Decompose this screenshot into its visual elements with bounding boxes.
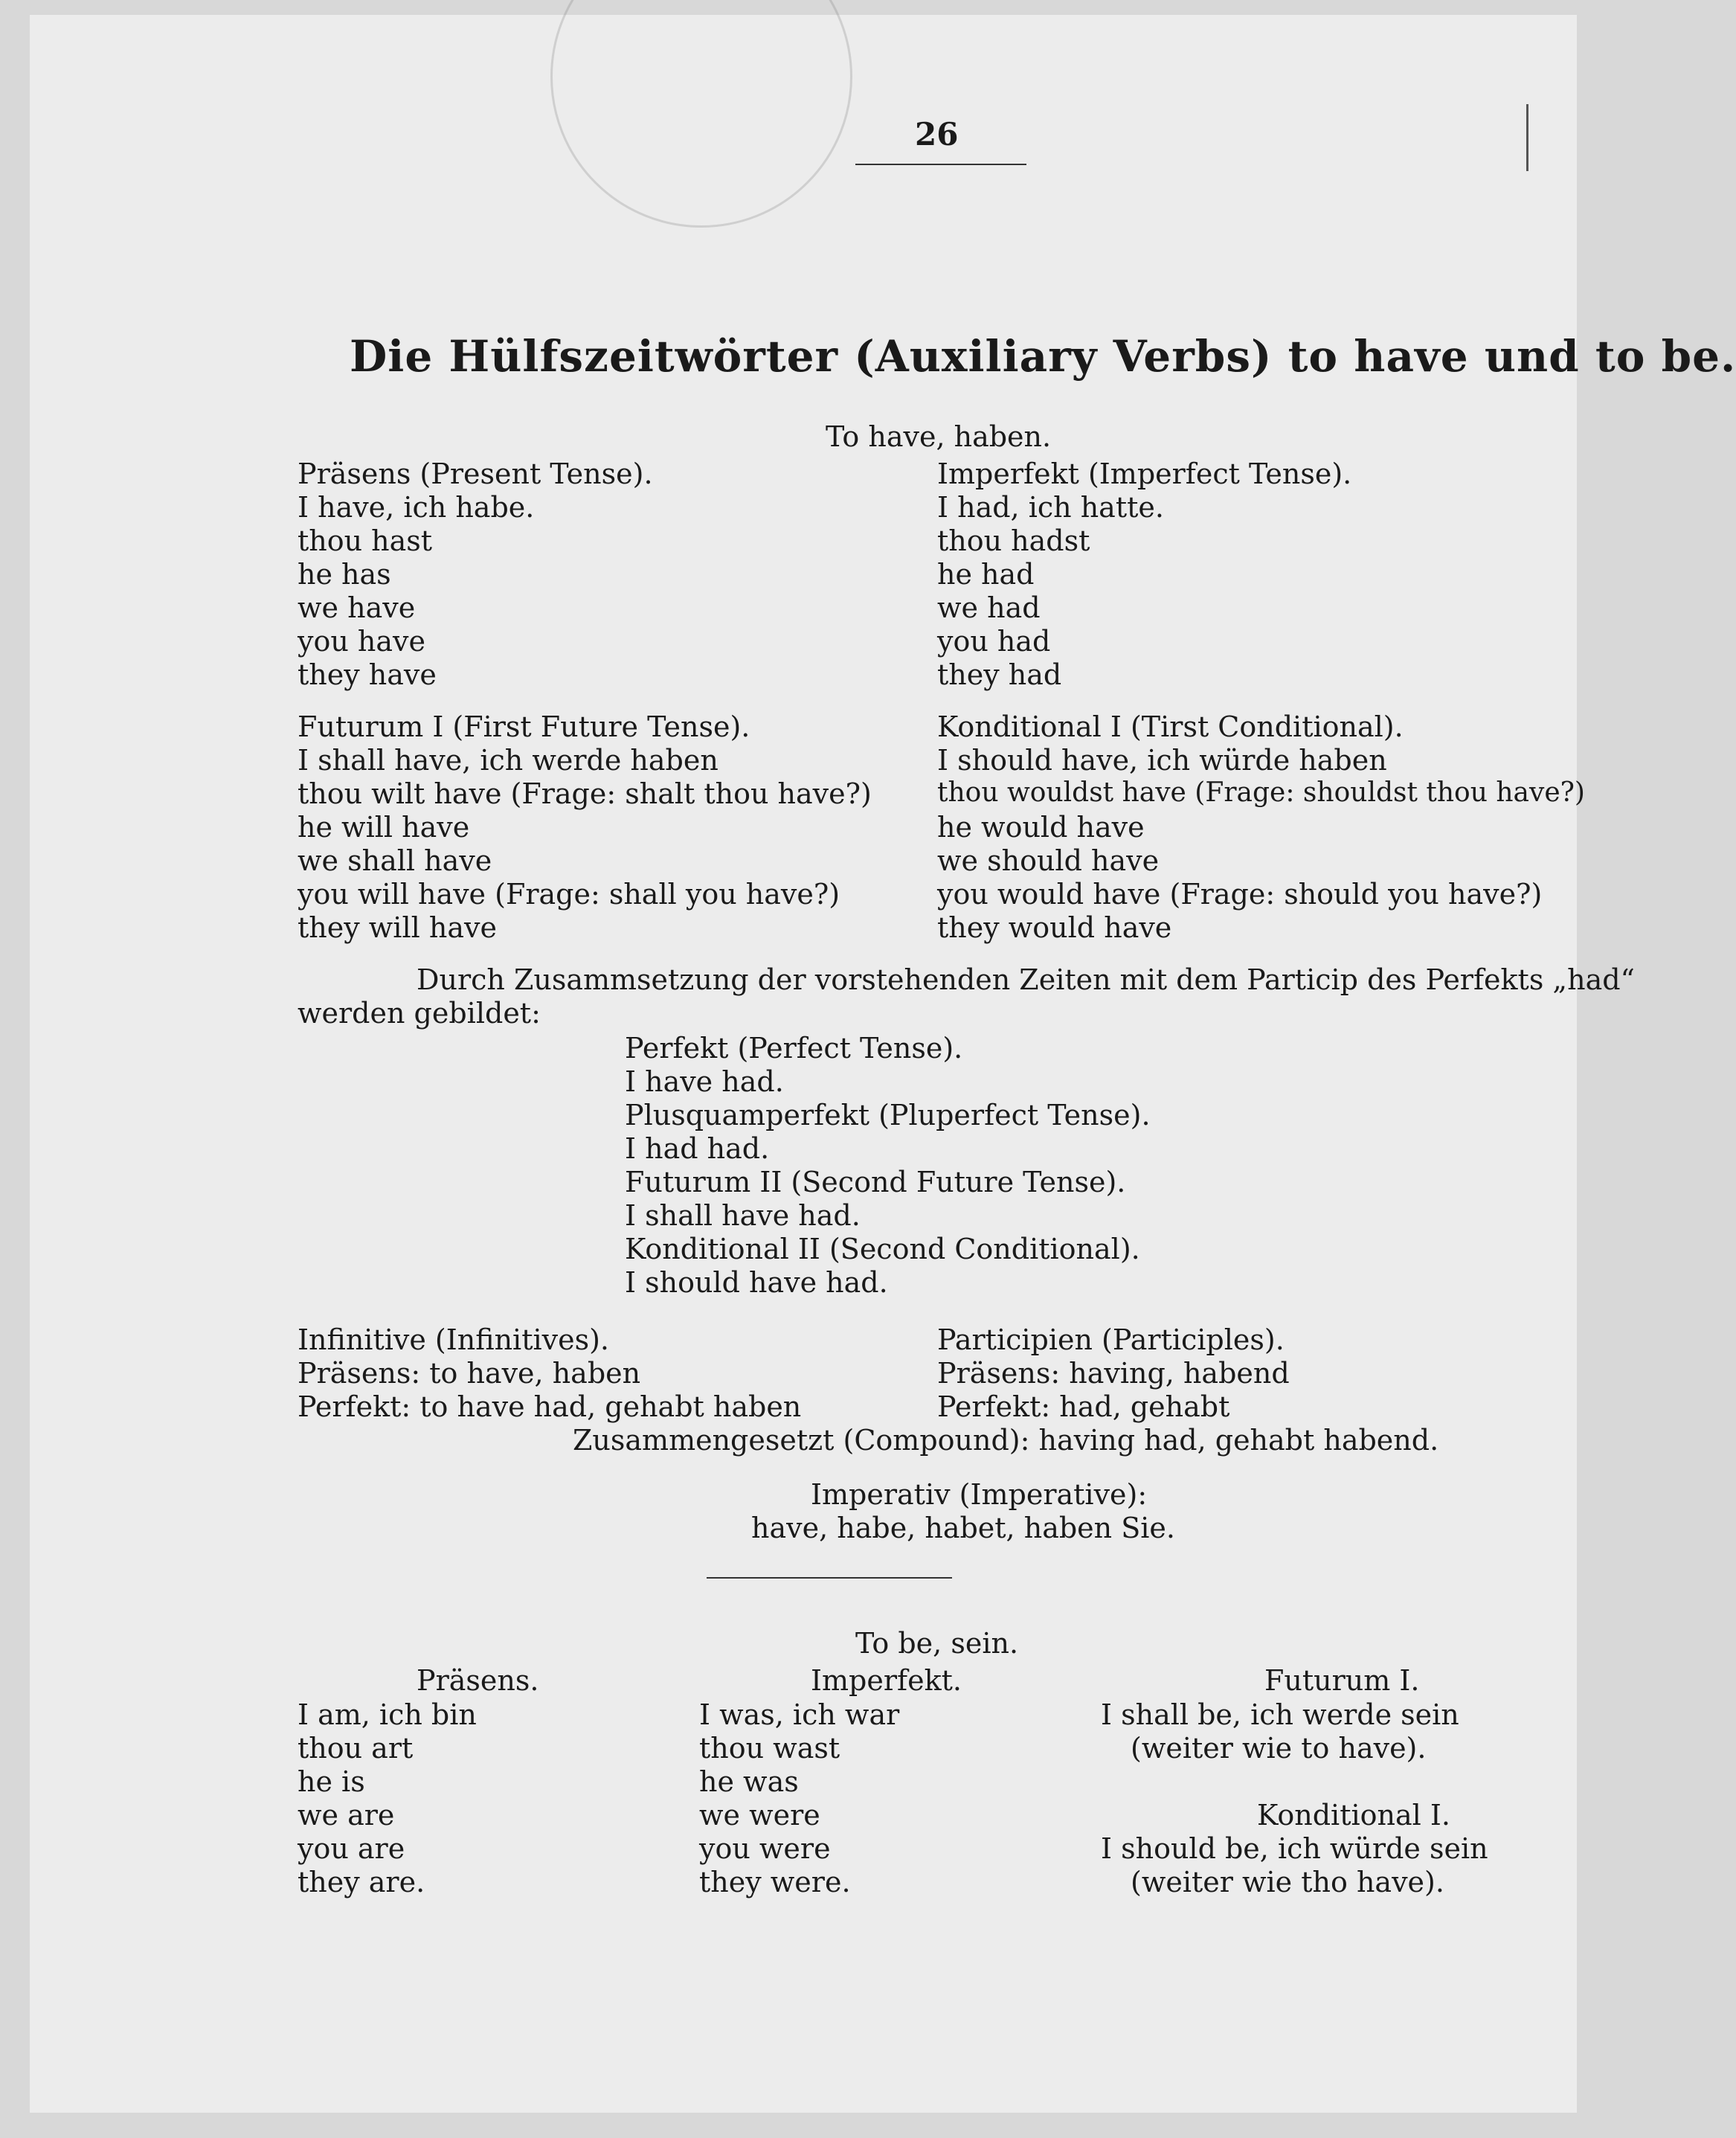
be-conditional-line: (weiter wie tho have). (1131, 1866, 1444, 1898)
future-line: thou wilt have (Frage: shalt thou have?) (298, 777, 872, 810)
be-present-line: we are (298, 1799, 395, 1832)
be-future-line: (weiter wie to have). (1131, 1732, 1427, 1765)
header-rule (855, 164, 1026, 165)
book-page (30, 15, 1736, 2113)
imperfect-line: he had (937, 558, 1035, 591)
future-line: I shall have, ich werde haben (298, 744, 718, 777)
future-heading: Futurum I (First Future Tense). (298, 710, 750, 743)
conditional-line: I should have, ich würde haben (937, 744, 1387, 777)
be-future-line: I shall be, ich werde sein (1101, 1698, 1459, 1731)
imperative-heading: Imperativ (Imperative): (811, 1478, 1148, 1511)
imperative-forms: have, habe, habet, haben Sie. (751, 1512, 1175, 1544)
infinitive-present: Präsens: to have, haben (298, 1357, 641, 1390)
be-imperfect-heading: Imperfekt. (811, 1664, 962, 1697)
compound-line: I should have had. (625, 1266, 888, 1299)
imperfect-line: thou hadst (937, 524, 1090, 557)
be-imperfect-line: they were. (699, 1866, 851, 1898)
section-divider (707, 1577, 952, 1579)
compound-line: Plusquamperfekt (Pluperfect Tense). (625, 1099, 1151, 1131)
be-present-line: they are. (298, 1866, 425, 1898)
present-line: you have (298, 625, 425, 658)
compound-line: Konditional II (Second Conditional). (625, 1233, 1140, 1265)
be-heading: To be, sein. (855, 1627, 1019, 1660)
margin-mark (1526, 104, 1528, 171)
present-line: we have (298, 591, 416, 624)
conditional-line: you would have (Frage: should you have?) (937, 878, 1543, 911)
be-imperfect-line: I was, ich war (699, 1698, 900, 1731)
participles-heading: Participien (Participles). (937, 1323, 1285, 1356)
future-line: we shall have (298, 844, 492, 877)
conditional-heading: Konditional I (Tirst Conditional). (937, 710, 1404, 743)
compound-note: werden gebildet: (298, 997, 541, 1030)
imperfect-heading: Imperfekt (Imperfect Tense). (937, 458, 1352, 490)
compound-line: Perfekt (Perfect Tense). (625, 1032, 963, 1065)
conditional-line: they would have (937, 911, 1172, 944)
be-present-line: you are (298, 1832, 405, 1865)
have-heading: To have, haben. (826, 420, 1052, 453)
imperfect-line: I had, ich hatte. (937, 491, 1164, 524)
compound-line: I shall have had. (625, 1199, 861, 1232)
conditional-line: we should have (937, 844, 1160, 877)
compound-line: I had had. (625, 1132, 770, 1165)
compound-line: I have had. (625, 1065, 784, 1098)
present-line: he has (298, 558, 391, 591)
future-line: you will have (Frage: shall you have?) (298, 878, 840, 911)
present-line: thou hast (298, 524, 433, 557)
compound-line: Futurum II (Second Future Tense). (625, 1166, 1126, 1198)
be-present-heading: Präsens. (417, 1664, 539, 1697)
imperfect-line: they had (937, 658, 1062, 691)
be-present-line: thou art (298, 1732, 414, 1765)
infinitive-heading: Infinitive (Infinitives). (298, 1323, 609, 1356)
be-present-line: he is (298, 1765, 365, 1798)
present-heading: Präsens (Present Tense). (298, 458, 653, 490)
present-line: they have (298, 658, 437, 691)
compound-participle: Zusammengesetzt (Compound): having had, gehabt habend. (573, 1424, 1439, 1457)
be-conditional-line: I should be, ich würde sein (1101, 1832, 1488, 1865)
conditional-line: thou wouldst have (Frage: shouldst thou have?) (937, 777, 1585, 808)
future-line: he will have (298, 811, 470, 844)
participles-perfect: Perfekt: had, gehabt (937, 1390, 1230, 1423)
be-imperfect-line: thou wast (699, 1732, 840, 1765)
page-title: Die Hülfszeitwörter (Auxiliary Verbs) to have und to be. (350, 331, 1736, 382)
infinitive-perfect: Perfekt: to have had, gehabt haben (298, 1390, 802, 1423)
present-line: I have, ich habe. (298, 491, 535, 524)
conditional-line: he would have (937, 811, 1145, 844)
imperfect-line: you had (937, 625, 1051, 658)
imperfect-line: we had (937, 591, 1041, 624)
page-number: 26 (915, 116, 959, 153)
be-present-line: I am, ich bin (298, 1698, 477, 1731)
be-future-heading: Futurum I. (1264, 1664, 1420, 1697)
future-line: they will have (298, 911, 497, 944)
compound-note: Durch Zusammsetzung der vorstehenden Zeiten mit dem Particip des Perfekts „had“ (417, 963, 1635, 996)
be-imperfect-line: we were (699, 1799, 820, 1832)
be-imperfect-line: he was (699, 1765, 799, 1798)
be-conditional-heading: Konditional I. (1257, 1799, 1450, 1832)
participles-present: Präsens: having, habend (937, 1357, 1290, 1390)
be-imperfect-line: you were (699, 1832, 831, 1865)
library-stamp (550, 0, 852, 228)
